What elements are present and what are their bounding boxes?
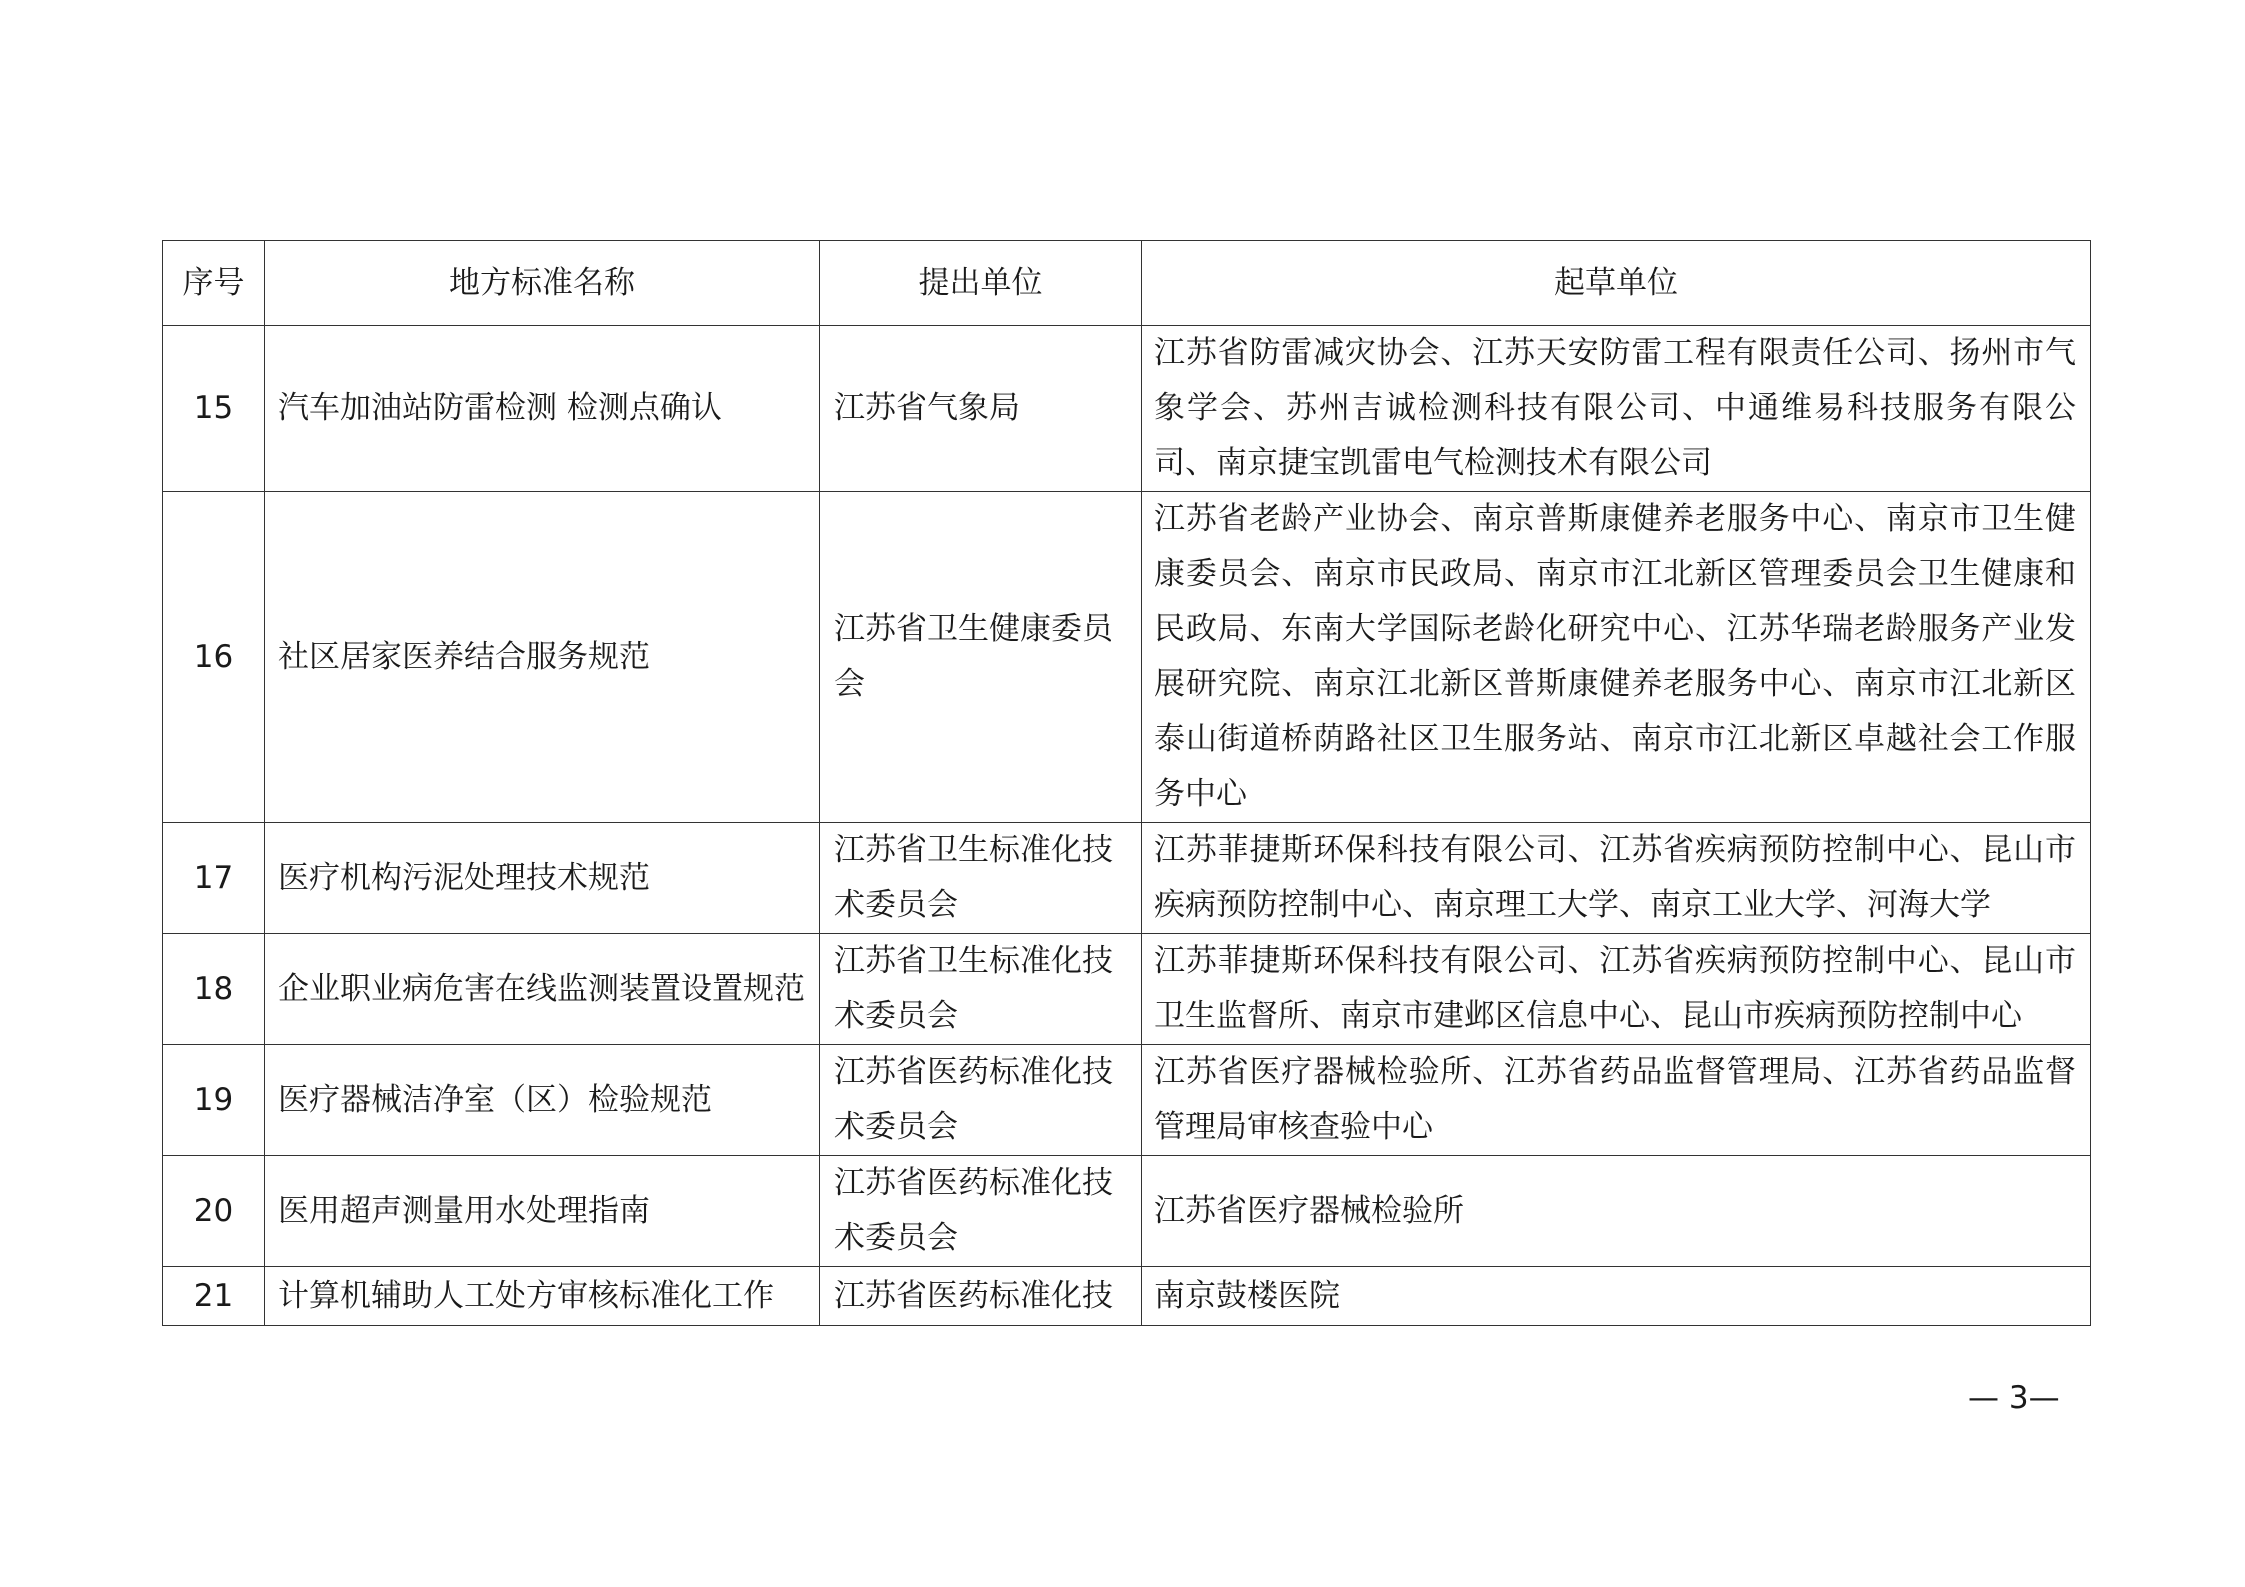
row-proposing-unit: 江苏省气象局 <box>820 326 1142 492</box>
row-drafting-unit: 江苏省防雷减灾协会、江苏天安防雷工程有限责任公司、扬州市气象学会、苏州吉诚检测科技有限公司、中通维易科技服务有限公司、南京捷宝凯雷电气检测技术有限公司 <box>1142 326 2091 492</box>
table-header-row <box>163 241 2091 326</box>
row-serial-number: 20 <box>163 1156 265 1267</box>
row-drafting-unit: 江苏省医疗器械检验所 <box>1142 1156 2091 1267</box>
page-number: — 3— <box>1968 1380 2060 1416</box>
row-standard-name: 医用超声测量用水处理指南 <box>265 1156 820 1267</box>
row-proposing-unit: 江苏省卫生标准化技术委员会 <box>820 823 1142 934</box>
row-standard-name: 医疗机构污泥处理技术规范 <box>265 823 820 934</box>
row-proposing-unit: 江苏省医药标准化技术委员会 <box>820 1045 1142 1156</box>
table-row <box>163 823 2091 934</box>
row-drafting-unit: 南京鼓楼医院 <box>1142 1267 2091 1326</box>
row-serial-number: 21 <box>163 1267 265 1326</box>
header-proposing-unit: 提出单位 <box>820 241 1142 326</box>
header-standard-name: 地方标准名称 <box>265 241 820 326</box>
row-serial-number: 15 <box>163 326 265 492</box>
row-drafting-unit: 江苏省医疗器械检验所、江苏省药品监督管理局、江苏省药品监督管理局审核查验中心 <box>1142 1045 2091 1156</box>
table-row <box>163 1267 2091 1326</box>
row-standard-name: 计算机辅助人工处方审核标准化工作 <box>265 1267 820 1326</box>
header-serial-number: 序号 <box>163 241 265 326</box>
header-drafting-unit: 起草单位 <box>1142 241 2091 326</box>
row-serial-number: 17 <box>163 823 265 934</box>
table-row <box>163 326 2091 492</box>
table-row <box>163 492 2091 823</box>
row-serial-number: 19 <box>163 1045 265 1156</box>
row-standard-name: 社区居家医养结合服务规范 <box>265 492 820 823</box>
table-row <box>163 1156 2091 1267</box>
row-drafting-unit: 江苏省老龄产业协会、南京普斯康健养老服务中心、南京市卫生健康委员会、南京市民政局、南京市江北新区管理委员会卫生健康和民政局、东南大学国际老龄化研究中心、江苏华瑞老龄服务产业发展研究院、南京江北新区普斯康健养老服务中心、南京市江北新区泰山街道桥荫路社区卫生服务站、南京市江北新区卓越社会工作服务中心 <box>1142 492 2091 823</box>
row-standard-name: 企业职业病危害在线监测装置设置规范 <box>265 934 820 1045</box>
row-serial-number: 18 <box>163 934 265 1045</box>
row-proposing-unit: 江苏省卫生标准化技术委员会 <box>820 934 1142 1045</box>
row-proposing-unit: 江苏省医药标准化技 <box>820 1267 1142 1326</box>
table-row <box>163 934 2091 1045</box>
row-proposing-unit: 江苏省医药标准化技术委员会 <box>820 1156 1142 1267</box>
row-standard-name: 医疗器械洁净室（区）检验规范 <box>265 1045 820 1156</box>
row-proposing-unit: 江苏省卫生健康委员会 <box>820 492 1142 823</box>
table-row <box>163 1045 2091 1156</box>
row-serial-number: 16 <box>163 492 265 823</box>
standards-table <box>162 240 2091 1326</box>
row-drafting-unit: 江苏菲捷斯环保科技有限公司、江苏省疾病预防控制中心、昆山市疾病预防控制中心、南京理工大学、南京工业大学、河海大学 <box>1142 823 2091 934</box>
row-drafting-unit: 江苏菲捷斯环保科技有限公司、江苏省疾病预防控制中心、昆山市卫生监督所、南京市建邺区信息中心、昆山市疾病预防控制中心 <box>1142 934 2091 1045</box>
row-standard-name: 汽车加油站防雷检测 检测点确认 <box>265 326 820 492</box>
